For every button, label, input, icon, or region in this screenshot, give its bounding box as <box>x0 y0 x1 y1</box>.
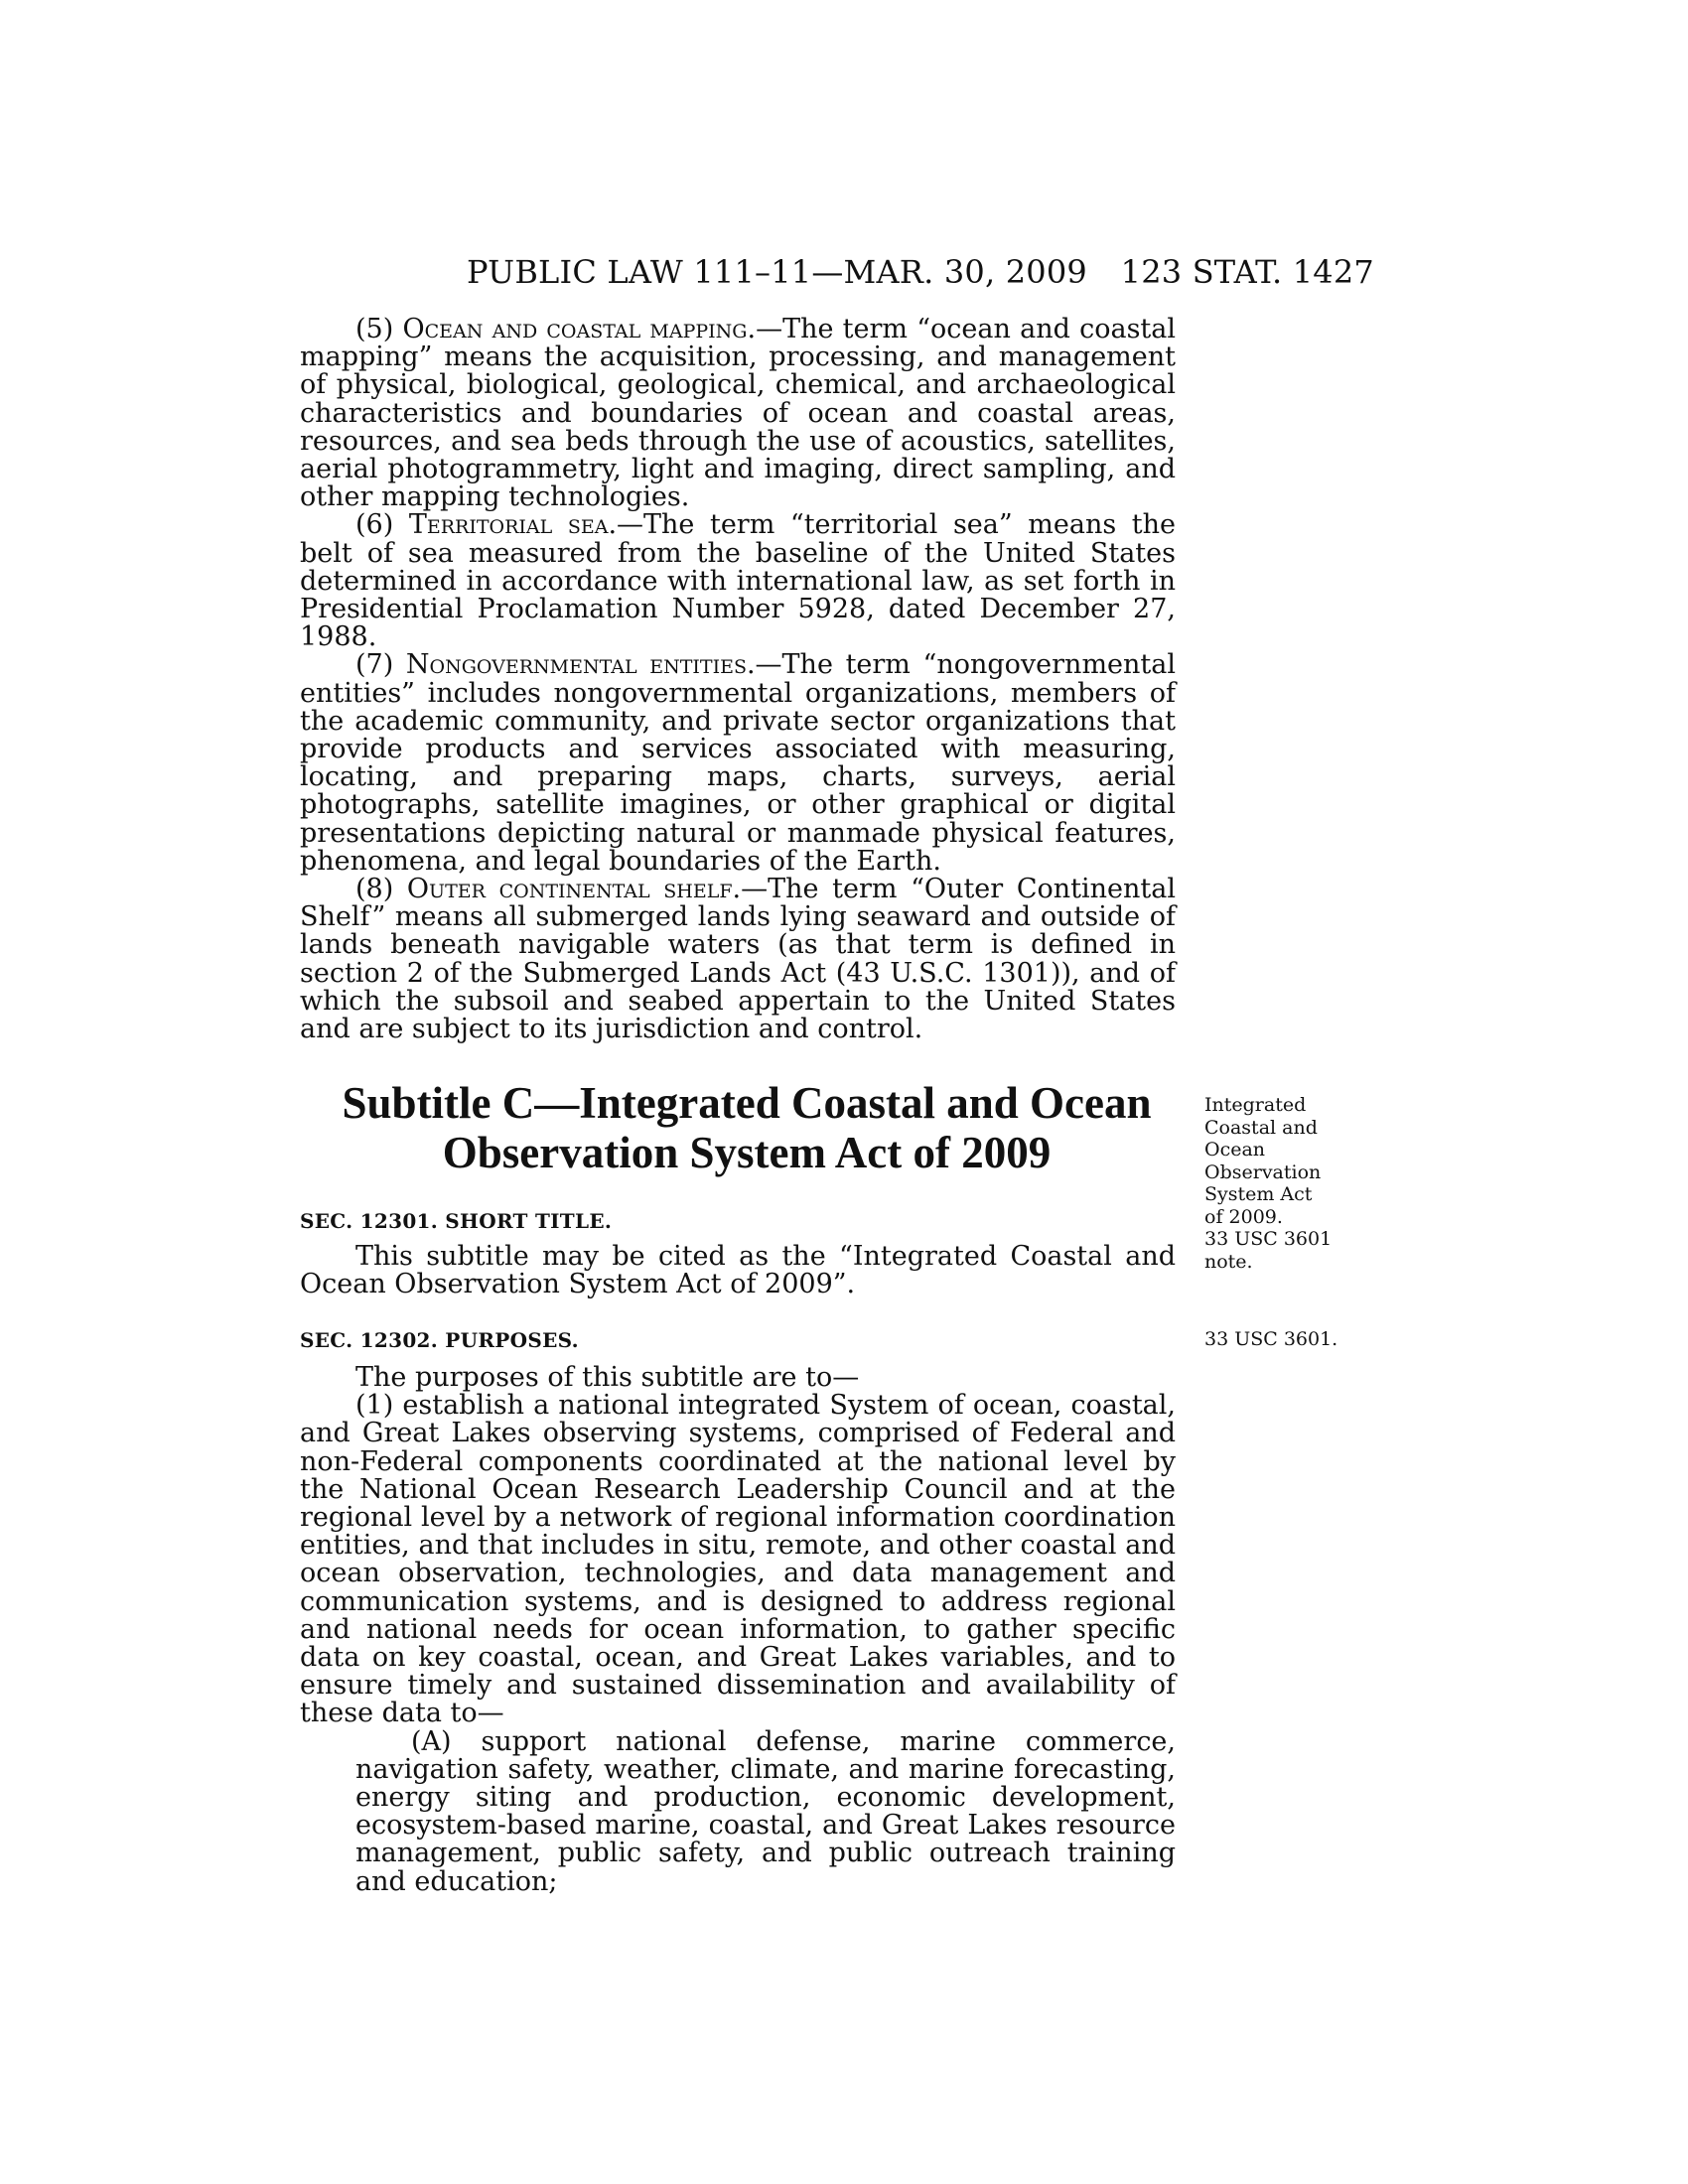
definition-number: (7) <box>355 649 394 681</box>
definition-body: .—The term “nongovernmental entities” includes nongovernmental organizations, members of the academic community, and private sector organizations that provide products and services associated with measuring, locating, and preparing maps, charts, surveys, aerial photographs, satellite imagines, or other graphical or digital presentations depicting natural or manmade physical features, phenomena, and legal boundaries of the Earth. <box>300 649 1176 877</box>
section-12302-body <box>300 1364 1176 1896</box>
purpose-subparagraph-a: (A) support national defense, marine commerce, navigation safety, weather, climate, and marine forecasting, energy siting and production, economic development, ecosystem-based marine, coastal, and Great Lakes resource management, public safety, and public outreach training and education; <box>355 1725 1176 1897</box>
margin-note-line: 33 USC 3601 <box>1204 1228 1333 1250</box>
definition-term: Nongovernmental entities <box>405 649 747 681</box>
subtitle-line-2: Observation System Act of 2009 <box>442 1128 1052 1177</box>
stat-page-number: 123 STAT. 1427 <box>1120 253 1374 291</box>
margin-note-line: Ocean <box>1204 1139 1266 1160</box>
purpose-paragraph-1: (1) establish a national integrated System of ocean, coastal, and Great Lakes observing systems, comprised of Federal and non-Federal components coordinated at the national level by the National Ocean Research Leadership Council and at the regional level by a network of regional information coordination entities, and that includes in situ, remote, and other coastal and ocean observation, technologies, and data management and communication systems, and is designed to address regional and national needs for ocean information, to gather specific data on key coastal, ocean, and Great Lakes variables, and to ensure timely and sustained dissemination and availability of these data to— <box>300 1390 1176 1729</box>
margin-note-line: of 2009. <box>1204 1205 1283 1228</box>
margin-note-line: note. <box>1204 1250 1253 1273</box>
definition-term: Territorial sea <box>408 509 609 541</box>
definition-paragraph <box>300 651 1176 876</box>
definition-body: .—The term “Outer Continental Shelf” means all submerged lands lying seaward and outside of lands beneath navigable waters (as that term is defined in section 2 of the Submerged Lands Act (43 U.S.C. 1301)), and of which the subsoil and seabed appertain to the United States and are subject to its jurisdiction and control. <box>300 874 1176 1045</box>
margin-note-line: System Act <box>1204 1183 1313 1205</box>
running-head <box>298 250 1374 294</box>
definition-number: (5) <box>355 314 394 344</box>
running-title: PUBLIC LAW 111–11—MAR. 30, 2009 <box>467 253 1087 291</box>
margin-note-purposes: 33 USC 3601. <box>1204 1328 1338 1350</box>
section-12301-body <box>300 1243 1176 1298</box>
short-title-text: This subtitle may be cited as the “Integrated Coastal and Ocean Observation System Act of 2009”. <box>300 1241 1176 1300</box>
definition-paragraph <box>300 316 1176 511</box>
section-12301-heading: SEC. 12301. SHORT TITLE. <box>300 1209 613 1233</box>
definition-term: Outer continental shelf <box>406 874 733 905</box>
subtitle-heading <box>300 1078 1194 1177</box>
definition-paragraph <box>300 511 1176 651</box>
definition-term: Ocean and coastal mapping <box>402 314 748 344</box>
definition-paragraph <box>300 876 1176 1043</box>
definition-number: (6) <box>355 509 394 541</box>
subtitle-line-1: Subtitle C—Integrated Coastal and Ocean <box>342 1078 1152 1128</box>
margin-note-line: Coastal and <box>1204 1116 1318 1139</box>
margin-note-line: Integrated <box>1204 1094 1307 1116</box>
definition-body: .—The term “ocean and coastal mapping” means the acquisition, processing, and management of physical, biological, geological, chemical, and archaeological characteristics and boundaries of ocean and coastal areas, resources, and sea beds through the use of acoustics, satellites, aerial photogrammetry, light and imaging, direct sampling, and other mapping technologies. <box>300 314 1177 513</box>
section-12302-heading: SEC. 12302. PURPOSES. <box>300 1328 579 1352</box>
purposes-intro: The purposes of this subtitle are to— <box>355 1362 860 1393</box>
margin-note-short-title <box>1204 1094 1353 1273</box>
definitions-block <box>300 316 1176 1043</box>
definition-body: .—The term “territorial sea” means the belt of sea measured from the baseline of the United States determined in accordance with international law, as set forth in Presidential Proclamation Number 5928, dated December 27, 1988. <box>300 509 1176 653</box>
definition-number: (8) <box>355 874 394 905</box>
margin-note-line: Observation <box>1204 1160 1322 1183</box>
